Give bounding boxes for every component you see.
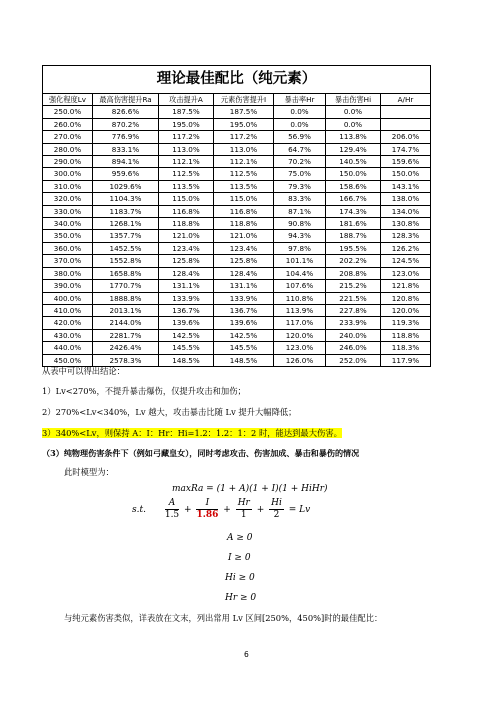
rhs: = Lv: [288, 505, 311, 515]
table-cell: 142.5%: [159, 329, 214, 341]
table-cell: 107.6%: [274, 280, 326, 292]
table-cell: 280.0%: [43, 143, 93, 155]
table-cell: 181.6%: [326, 218, 381, 230]
table-row: [43, 143, 431, 155]
table-cell: 70.2%: [274, 156, 326, 168]
table-cell: 174.3%: [326, 205, 381, 217]
table-cell: 123.4%: [159, 242, 214, 254]
table-row: [43, 131, 431, 143]
table-cell: 215.2%: [326, 280, 381, 292]
table-cell: 410.0%: [43, 304, 93, 316]
table-cell: 131.1%: [214, 280, 274, 292]
table-cell: 117.9%: [381, 354, 431, 366]
table-cell: 370.0%: [43, 255, 93, 267]
table-cell: 129.4%: [326, 143, 381, 155]
table-cell: 123.4%: [214, 242, 274, 254]
table-row: [43, 255, 431, 267]
table-cell: 0.0%: [274, 118, 326, 130]
table-cell: 118.8%: [214, 218, 274, 230]
fraction-a: [165, 498, 179, 521]
table-cell: 826.6%: [93, 106, 159, 118]
table-cell: 148.5%: [214, 354, 274, 366]
table-cell: 350.0%: [43, 230, 93, 242]
table-cell: 64.7%: [274, 143, 326, 155]
column-header: 暴击率Hr: [274, 94, 326, 106]
model-intro: 此时模型为：: [64, 467, 114, 477]
objective-formula: maxRa = (1 + A)(1 + I)(1 + HiHr): [172, 484, 328, 494]
table-row: [43, 218, 431, 230]
table-cell: 123.0%: [381, 267, 431, 279]
table-cell: 195.0%: [214, 118, 274, 130]
table-cell: [381, 118, 431, 130]
table-cell: 124.5%: [381, 255, 431, 267]
table-cell: 430.0%: [43, 329, 93, 341]
table-cell: 139.6%: [159, 317, 214, 329]
table-cell: 1658.8%: [93, 267, 159, 279]
conclusion-3: 3）340%<Lv，则保持 A：I：Hr：Hi=1.2：1.2：1：2 时，能达到最大伤害。: [42, 428, 342, 438]
table-row: [43, 118, 431, 130]
table-cell: 104.4%: [274, 267, 326, 279]
table-cell: 310.0%: [43, 180, 93, 192]
table-cell: 87.1%: [274, 205, 326, 217]
table-cell: 174.7%: [381, 143, 431, 155]
table-cell: 145.5%: [214, 342, 274, 354]
table-cell: 0.0%: [326, 118, 381, 130]
table-cell: 120.0%: [274, 329, 326, 341]
table-row: [43, 156, 431, 168]
fraction-i-num: I: [196, 498, 218, 510]
table-cell: 101.1%: [274, 255, 326, 267]
constraint-equation: [132, 498, 310, 521]
table-cell: 113.5%: [214, 180, 274, 192]
table-cell: 116.8%: [159, 205, 214, 217]
column-header: 元素伤害提升I: [214, 94, 274, 106]
conclusion-1: 1）Lv<270%，不提升暴击爆伤，仅提升攻击和加伤；: [42, 386, 246, 396]
table-cell: 450.0%: [43, 354, 93, 366]
table-cell: 1183.7%: [93, 205, 159, 217]
table-row: [43, 267, 431, 279]
table-cell: 240.0%: [326, 329, 381, 341]
table-cell: 320.0%: [43, 193, 93, 205]
table-row: [43, 193, 431, 205]
table-cell: 390.0%: [43, 280, 93, 292]
table-cell: 1770.7%: [93, 280, 159, 292]
fraction-a-num: A: [165, 498, 179, 510]
table-cell: 121.0%: [214, 230, 274, 242]
table-cell: 126.0%: [274, 354, 326, 366]
fraction-hr-num: Hr: [237, 498, 250, 508]
table-cell: 133.9%: [214, 292, 274, 304]
table-cell: 142.5%: [214, 329, 274, 341]
column-header: A/Hr: [381, 94, 431, 106]
table-cell: [381, 106, 431, 118]
plus-sign: +: [223, 505, 231, 515]
conclusion-2: 2）270%<Lv<340%，Lv 越大，攻击暴击比随 Lv 提升大幅降低；: [42, 407, 297, 417]
table-cell: 113.0%: [214, 143, 274, 155]
table-cell: 1552.8%: [93, 255, 159, 267]
fraction-a-den: 1.5: [164, 510, 180, 520]
table-cell: 94.3%: [274, 230, 326, 242]
table-cell: 90.8%: [274, 218, 326, 230]
table-cell: 1452.5%: [93, 242, 159, 254]
table-cell: 117.0%: [274, 317, 326, 329]
table-cell: 110.8%: [274, 292, 326, 304]
table-cell: 202.2%: [326, 255, 381, 267]
table-cell: 1104.3%: [93, 193, 159, 205]
table-cell: 1357.7%: [93, 230, 159, 242]
optimal-ratio-table: [42, 65, 431, 367]
table-row: [43, 168, 431, 180]
table-cell: 119.3%: [381, 317, 431, 329]
table-cell: 121.0%: [159, 230, 214, 242]
table-cell: 121.8%: [381, 280, 431, 292]
table-cell: 195.5%: [326, 242, 381, 254]
table-cell: 959.6%: [93, 168, 159, 180]
fraction-hi: [269, 498, 284, 521]
table-cell: 113.8%: [326, 131, 381, 143]
table-cell: 97.8%: [274, 242, 326, 254]
table-cell: 123.0%: [274, 342, 326, 354]
table-cell: 1029.6%: [93, 180, 159, 192]
table-cell: 2578.3%: [93, 354, 159, 366]
table-cell: 136.7%: [159, 304, 214, 316]
table-cell: 894.1%: [93, 156, 159, 168]
table-cell: 187.5%: [214, 106, 274, 118]
table-title: 理论最佳配比（纯元素）: [43, 66, 431, 94]
table-cell: 188.7%: [326, 230, 381, 242]
table-cell: 134.0%: [381, 205, 431, 217]
column-header: 暴击伤害Hi: [326, 94, 381, 106]
table-body: [43, 106, 431, 367]
table-cell: 116.8%: [214, 205, 274, 217]
column-header: 强化程度Lv: [43, 94, 93, 106]
table-row: [43, 280, 431, 292]
table-cell: 233.9%: [326, 317, 381, 329]
fraction-hr: [236, 498, 252, 521]
table-cell: 206.0%: [381, 131, 431, 143]
table-cell: 380.0%: [43, 267, 93, 279]
table-cell: 133.9%: [159, 292, 214, 304]
table-cell: 118.8%: [159, 218, 214, 230]
table-row: [43, 230, 431, 242]
table-cell: 870.2%: [93, 118, 159, 130]
table-cell: 227.8%: [326, 304, 381, 316]
table-row: [43, 180, 431, 192]
table-cell: 128.4%: [214, 267, 274, 279]
table-cell: 159.6%: [381, 156, 431, 168]
table-cell: 150.0%: [326, 168, 381, 180]
table-cell: 250.0%: [43, 106, 93, 118]
table-cell: 125.8%: [159, 255, 214, 267]
table-cell: 150.0%: [381, 168, 431, 180]
table-cell: 252.0%: [326, 354, 381, 366]
table-header-row: [43, 94, 431, 106]
column-header: 攻击提升A: [159, 94, 214, 106]
constraint-hi: Hi ≥ 0: [225, 573, 255, 583]
table-cell: 360.0%: [43, 242, 93, 254]
table-cell: 112.1%: [214, 156, 274, 168]
table-row: [43, 342, 431, 354]
table-row: [43, 242, 431, 254]
fraction-i: [196, 498, 218, 521]
table-row: [43, 106, 431, 118]
table-cell: 420.0%: [43, 317, 93, 329]
table-cell: 117.2%: [159, 131, 214, 143]
table-cell: 140.5%: [326, 156, 381, 168]
fraction-hi-den: 2: [273, 510, 280, 520]
table-cell: 1268.1%: [93, 218, 159, 230]
table-cell: 126.2%: [381, 242, 431, 254]
table-cell: 440.0%: [43, 342, 93, 354]
table-cell: 113.5%: [159, 180, 214, 192]
plus-sign: +: [256, 505, 265, 515]
table-cell: 145.5%: [159, 342, 214, 354]
table-cell: 125.8%: [214, 255, 274, 267]
table-cell: 138.0%: [381, 193, 431, 205]
table-cell: 2013.1%: [93, 304, 159, 316]
table-cell: 400.0%: [43, 292, 93, 304]
fraction-i-den: 1.86: [196, 510, 219, 520]
table-cell: 158.6%: [326, 180, 381, 192]
closing-text: 与纯元素伤害类似，详表放在文末，列出常用 Lv 区间[250%，450%]时的最佳配比：: [64, 613, 383, 623]
table-cell: 130.8%: [381, 218, 431, 230]
table-cell: 340.0%: [43, 218, 93, 230]
column-header: 最高伤害提升Ra: [93, 94, 159, 106]
table-cell: 2281.7%: [93, 329, 159, 341]
table-cell: 208.8%: [326, 267, 381, 279]
table-cell: 0.0%: [274, 106, 326, 118]
table-cell: 112.1%: [159, 156, 214, 168]
page-number: 6: [244, 650, 249, 659]
table-cell: 131.1%: [159, 280, 214, 292]
table-cell: 833.1%: [93, 143, 159, 155]
table-cell: 1888.8%: [93, 292, 159, 304]
table-row: [43, 329, 431, 341]
table-cell: 270.0%: [43, 131, 93, 143]
table-cell: 2426.4%: [93, 342, 159, 354]
table-cell: 260.0%: [43, 118, 93, 130]
table-cell: 246.0%: [326, 342, 381, 354]
table-cell: 221.5%: [326, 292, 381, 304]
table-cell: 300.0%: [43, 168, 93, 180]
table-cell: 115.0%: [214, 193, 274, 205]
table-cell: 290.0%: [43, 156, 93, 168]
fraction-hi-num: Hi: [271, 498, 282, 508]
fraction-hr-den: 1: [240, 510, 247, 520]
table-cell: 195.0%: [159, 118, 214, 130]
table-cell: 187.5%: [159, 106, 214, 118]
table-cell: 120.8%: [381, 292, 431, 304]
table-cell: 128.3%: [381, 230, 431, 242]
table-cell: 117.2%: [214, 131, 274, 143]
table-cell: 113.0%: [159, 143, 214, 155]
table-cell: 83.3%: [274, 193, 326, 205]
table-row: [43, 292, 431, 304]
table-row: [43, 304, 431, 316]
table-cell: 330.0%: [43, 205, 93, 217]
table-cell: 776.9%: [93, 131, 159, 143]
table-cell: 113.9%: [274, 304, 326, 316]
table-cell: 136.7%: [214, 304, 274, 316]
table-cell: 128.4%: [159, 267, 214, 279]
table-cell: 118.3%: [381, 342, 431, 354]
st-label: s.t.: [132, 505, 146, 515]
table-cell: 118.8%: [381, 329, 431, 341]
table-cell: 56.9%: [274, 131, 326, 143]
table-cell: 166.7%: [326, 193, 381, 205]
table-row: [43, 317, 431, 329]
table-cell: 79.3%: [274, 180, 326, 192]
table-cell: 112.5%: [214, 168, 274, 180]
table-cell: 139.6%: [214, 317, 274, 329]
plus-sign: +: [184, 505, 192, 515]
intro-text: 从表中可以得出结论：: [42, 366, 125, 376]
table-cell: 115.0%: [159, 193, 214, 205]
table-cell: 75.0%: [274, 168, 326, 180]
constraint-a: A ≥ 0: [227, 533, 253, 543]
constraint-i: I ≥ 0: [228, 553, 251, 563]
table-cell: 148.5%: [159, 354, 214, 366]
section-heading: （3）纯物理伤害条件下（例如弓藏皇女），同时考虑攻击、伤害加成、暴击和暴伤的情况: [42, 448, 360, 458]
table-row: [43, 205, 431, 217]
table-cell: 2144.0%: [93, 317, 159, 329]
table-cell: 0.0%: [326, 106, 381, 118]
conclusion-3-wrap: [42, 427, 342, 439]
table-cell: 120.0%: [381, 304, 431, 316]
constraint-hr: Hr ≥ 0: [225, 593, 257, 603]
table-cell: 143.1%: [381, 180, 431, 192]
table-cell: 112.5%: [159, 168, 214, 180]
